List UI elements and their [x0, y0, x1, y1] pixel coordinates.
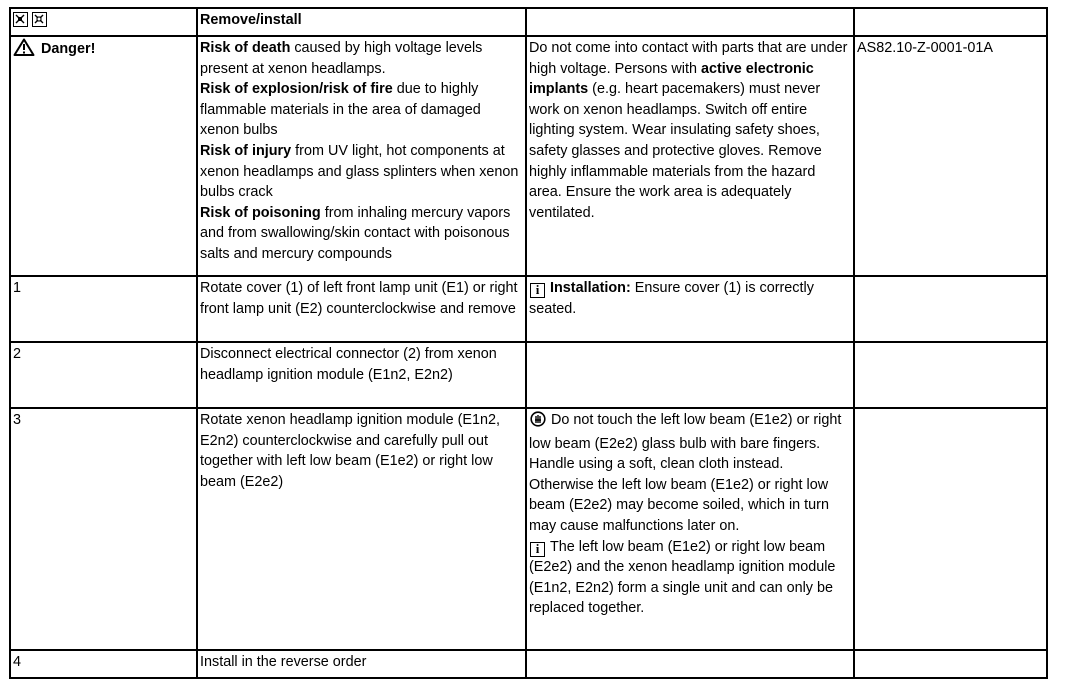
step-text: Rotate cover (1) of left front lamp unit (E1) or right front lamp unit (E2) counterclockwise and remove	[197, 276, 526, 342]
step-ref-empty	[854, 342, 1047, 408]
step-note-empty	[526, 650, 854, 678]
step-number: 1	[10, 276, 197, 342]
procedure-table	[9, 7, 1048, 679]
danger-label-cell	[10, 36, 197, 276]
step-text: Rotate xenon headlamp ignition module (E1n2, E2n2) counterclockwise and carefully pull out together with left low beam (E1e2) or right low beam (E2e2)	[197, 408, 526, 650]
header-icons-cell	[10, 8, 197, 36]
risk-title: Risk of death	[200, 40, 291, 56]
step-number: 2	[10, 342, 197, 408]
danger-label: Danger!	[41, 41, 96, 57]
info-text: The left low beam (E1e2) or right low beam (E2e2) and the xenon headlamp ignition module (E1n2, E2n2) form a single unit and can only be replaced together.	[529, 538, 836, 617]
risk-item	[200, 203, 523, 265]
risk-item	[200, 79, 523, 141]
grid-view-icon	[32, 12, 47, 27]
step-ref-empty	[854, 408, 1047, 650]
measures-bold: active electronic implants	[529, 60, 814, 98]
risk-text: from inhaling mercury vapors and from swallowing/skin contact with poisonous salts and mercury compounds	[200, 204, 511, 262]
note-text: Ensure cover (1) is correctly seated.	[529, 280, 814, 317]
step-number: 3	[10, 408, 197, 650]
header-title: Remove/install	[197, 8, 526, 36]
step-ref-empty	[854, 276, 1047, 342]
danger-risks-cell	[197, 36, 526, 276]
risk-text: caused by high voltage levels present at xenon headlamps.	[200, 40, 483, 77]
step-row	[10, 408, 1047, 650]
header-empty-1	[526, 8, 854, 36]
exploded-view-icon	[13, 12, 28, 27]
step-row	[10, 650, 1047, 678]
step-row	[10, 342, 1047, 408]
risk-title: Risk of explosion/risk of fire	[200, 81, 393, 98]
info-note	[529, 537, 851, 619]
measures-text-2: (e.g. heart pacemakers) must never work on xenon headlamps. Switch off entire lighting system. Wear insulating safety shoes, safety glasses and protective gloves. Remove highly inflammable materials from the hazard area. Ensure the work area is adequately ventilated.	[529, 81, 822, 221]
caution-text: Do not touch the left low beam (E1e2) or right low beam (E2e2) glass bulb with bare fingers. Handle using a soft, clean cloth instead. Otherwise the left low beam (E1e2) or right low beam (E2e2) may become soiled, which in turn may cause malfunctions later on.	[529, 412, 842, 534]
danger-reference[interactable]: AS82.10-Z-0001-01A	[854, 36, 1047, 276]
step-number: 4	[10, 650, 197, 678]
risk-item	[200, 141, 523, 203]
step-row	[10, 276, 1047, 342]
danger-row	[10, 36, 1047, 276]
caution-note	[529, 410, 851, 537]
risk-text: from UV light, hot components at xenon headlamps and glass splinters when xenon bulbs crack	[200, 142, 519, 201]
step-note-cell	[526, 276, 854, 342]
risk-item	[200, 38, 523, 79]
step-note-cell	[526, 408, 854, 650]
risk-text: due to highly flammable materials in the area of damaged xenon bulbs	[200, 81, 481, 139]
measures-text-1: Do not come into contact with parts that are under high voltage. Persons with	[529, 40, 848, 77]
info-icon: i	[530, 542, 545, 557]
header-row	[10, 8, 1047, 36]
note-bold: Installation:	[550, 280, 631, 296]
risk-title: Risk of poisoning	[200, 204, 321, 221]
step-ref-empty	[854, 650, 1047, 678]
step-note-empty	[526, 342, 854, 408]
danger-measures-cell	[526, 36, 854, 276]
risk-title: Risk of injury	[200, 142, 292, 159]
header-empty-2	[854, 8, 1047, 36]
warning-triangle-icon	[13, 38, 35, 63]
info-icon: i	[530, 283, 545, 298]
caution-hand-icon	[530, 411, 546, 434]
step-text: Install in the reverse order	[197, 650, 526, 678]
step-text: Disconnect electrical connector (2) from xenon headlamp ignition module (E1n2, E2n2)	[197, 342, 526, 408]
